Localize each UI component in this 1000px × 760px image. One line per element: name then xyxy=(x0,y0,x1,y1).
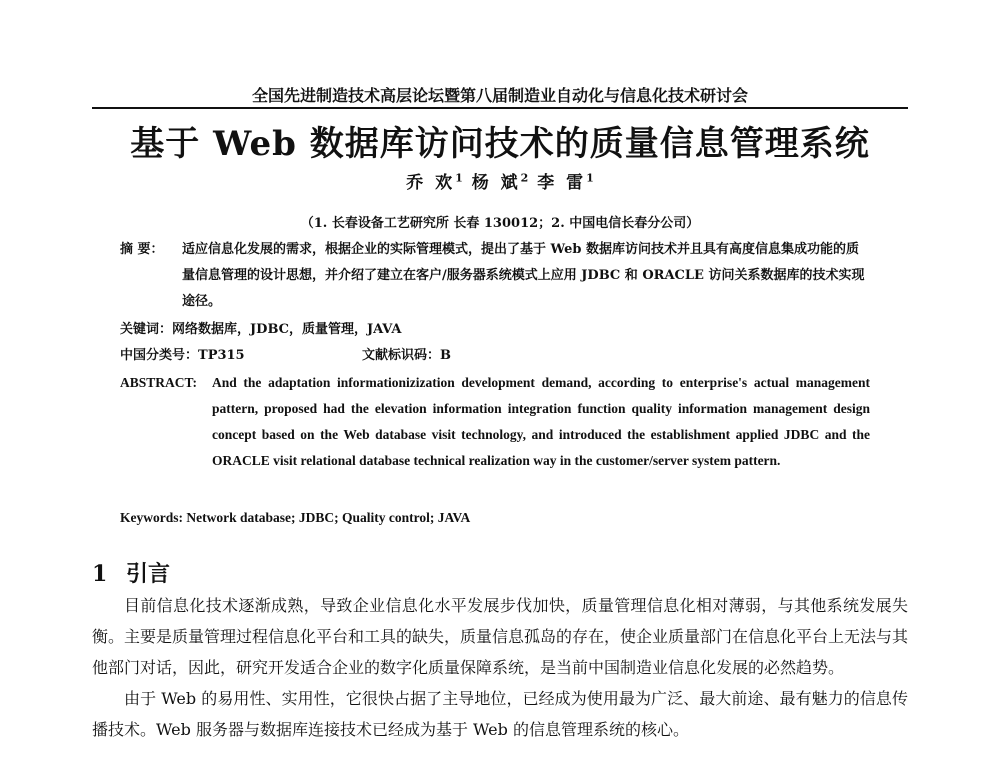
keywords-cn xyxy=(120,317,820,343)
clc-value: TP315 xyxy=(198,348,245,363)
keywords-cn-label: 关键词： xyxy=(120,322,173,337)
doc-code-label: 文献标识码： xyxy=(362,348,441,363)
author-affil-mark: 2 xyxy=(520,171,529,185)
abstract-en xyxy=(120,370,870,474)
section-number: 1 xyxy=(92,561,108,587)
doc-code-value: B xyxy=(440,348,452,363)
keywords-en xyxy=(120,505,870,531)
doc-code xyxy=(362,343,451,369)
abstract-en-text: And the adaptation informationizization development demand, according to enterprise's actual management pattern, proposed had the elevation information integration function quality information management design concept based on the Web database visit technology, and introduced the establishment applied JDBC and the ORACLE visit relational database technical realization way in the customer/server system pattern. xyxy=(212,375,870,468)
paper-title: 基于 Web 数据库访问技术的质量信息管理系统 xyxy=(130,124,870,164)
author-affil-mark: 1 xyxy=(586,171,594,185)
clc-label: 中国分类号： xyxy=(120,348,199,363)
author-name: 杨 斌 xyxy=(471,173,521,193)
author-name: 乔 欢 xyxy=(406,173,456,193)
abstract-cn xyxy=(120,237,870,315)
abstract-en-label: ABSTRACT: xyxy=(120,375,198,390)
abstract-cn-label: 摘 要： xyxy=(120,242,164,257)
author-name: 李 雷 xyxy=(537,173,587,193)
author-affil-mark: 1 xyxy=(455,171,463,185)
affiliation: （1. 长春设备工艺研究所 长春 130012；2. 中国电信长春分公司） xyxy=(300,216,700,231)
classification-line xyxy=(120,343,820,369)
keywords-en-label: Keywords: xyxy=(120,510,183,525)
header-rule xyxy=(92,107,908,109)
body-paragraph: 由于 Web 的易用性、实用性，它很快占据了主导地位，已经成为使用最为广泛、最大前途、最有魅力的信息传播技术。Web 服务器与数据库连接技术已经成为基于 Web 的信息管理系统的核心。 xyxy=(92,689,908,739)
body-text xyxy=(92,590,908,745)
section-title: 引言 xyxy=(126,561,171,587)
keywords-en-text: Network database; JDBC; Quality control; JAVA xyxy=(186,510,471,525)
author-list xyxy=(380,168,620,193)
conference-header: 全国先进制造技术高层论坛暨第八届制造业自动化与信息化技术研讨会 xyxy=(251,86,748,105)
keywords-cn-text: 网络数据库，JDBC，质量管理，JAVA xyxy=(172,322,402,337)
abstract-cn-text: 适应信息化发展的需求，根据企业的实际管理模式，提出了基于 Web 数据库访问技术并且具有高度信息集成功能的质量信息管理的设计思想，并介绍了建立在客户/服务器系统模式上应用 JDBC 和 ORACLE 访问关系数据库的技术实现途径。 xyxy=(182,242,865,309)
body-paragraph: 目前信息化技术逐渐成熟，导致企业信息化水平发展步伐加快，质量管理信息化相对薄弱，与其他系统发展失衡。主要是质量管理过程信息化平台和工具的缺失，质量信息孤岛的存在，使企业质量部门在信息化平台上无法与其他部门对话，因此，研究开发适合企业的数字化质量保障系统，是当前中国制造业信息化发展的必然趋势。 xyxy=(92,596,909,677)
section-heading xyxy=(92,557,170,588)
